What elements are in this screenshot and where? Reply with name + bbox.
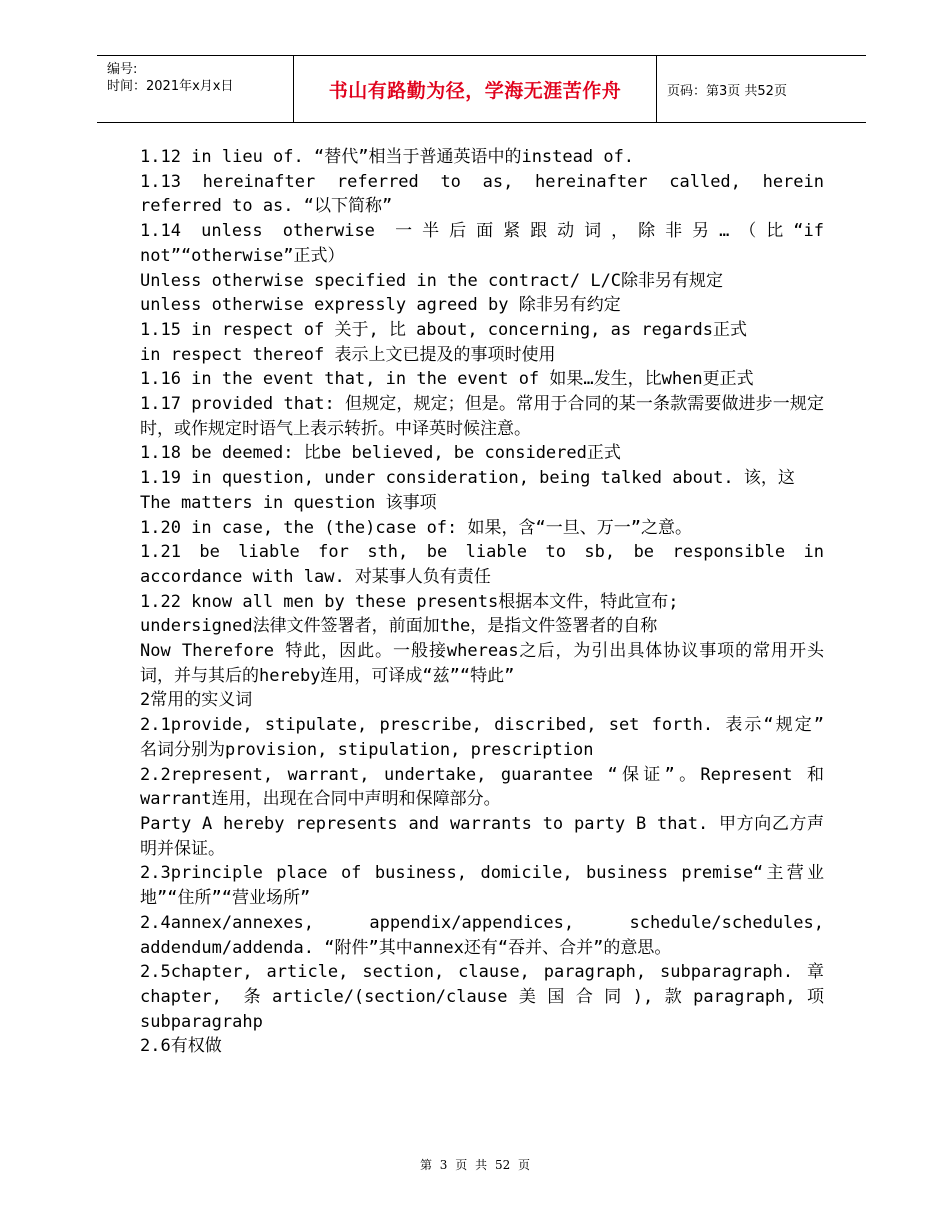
footer-page-number: 3 <box>439 1158 448 1172</box>
body-line: 2.1provide, stipulate, prescribe, discribed, set forth. 表示“规定” 名词分别为provision, stipulation, prescription <box>140 715 824 760</box>
body-line: Party A hereby represents and warrants to party B that. 甲方向乙方声明并保证。 <box>140 813 824 859</box>
document-number-label: 编号: <box>107 62 138 77</box>
body-line: Unless otherwise specified in the contract/ L/C除非另有规定 <box>140 270 724 291</box>
body-line: 1.12 in lieu of. “替代”相当于普通英语中的instead of. <box>140 147 635 167</box>
body-line: unless otherwise expressly agreed by 除非另有约定 <box>140 295 621 316</box>
body-line: 1.22 know all men by these presents根据本文件，特此宣布; <box>140 591 679 612</box>
body-line: 1.15 in respect of 关于, 比 about, concerning, as regards正式 <box>140 319 747 340</box>
footer-total-pages: 52 <box>494 1158 511 1172</box>
body-line: Now Therefore 特此，因此。一般接whereas之后，为引出具体协议事项的常用开头词，并与其后的hereby连用，可译成“兹”“特此” <box>140 641 824 686</box>
body-line: The matters in question 该事项 <box>140 492 437 513</box>
footer-ye2: 页 <box>518 1158 531 1172</box>
body-line: 1.16 in the event that, in the event of 如果…发生，比when更正式 <box>140 369 754 390</box>
footer-gong: 共 <box>475 1158 488 1172</box>
body-line: 1.19 in question, under consideration, being talked about. 该，这 <box>140 468 795 489</box>
body-line: 1.20 in case, the (the)case of: 如果，含“一旦、万一”之意。 <box>140 517 692 538</box>
body-line: in respect thereof 表示上文已提及的事项时使用 <box>140 344 556 365</box>
body-line: 2.6有权做 <box>140 1036 222 1057</box>
footer-ye: 页 <box>455 1158 468 1172</box>
header-page-cell <box>657 56 866 122</box>
page-header <box>97 55 866 123</box>
document-time-label: 时间：2021年x月x日 <box>107 79 234 94</box>
section-heading: 2常用的实义词 <box>140 690 253 711</box>
body-line: 2.4annex/annexes, appendix/appendices, schedule/schedules, addendum/addenda. “附件”其中annex还有“吞并、合并”的意思。 <box>140 912 824 958</box>
document-body <box>140 145 824 1059</box>
footer-di: 第 <box>419 1158 432 1172</box>
body-line: 2.5chapter, article, section, clause, paragraph, subparagraph. 章chapter, 条article/(section/clause美国合同),款paragraph,项subparagrahp <box>140 962 824 1032</box>
header-page-info: 页码：第3页 共52页 <box>667 83 787 99</box>
body-line: 2.2represent, warrant, undertake, guarantee “保证”。Represent 和warrant连用，出现在合同中声明和保障部分。 <box>140 764 824 810</box>
body-line: undersigned法律文件签署者，前面加the，是指文件签署者的自称 <box>140 616 658 637</box>
page-footer <box>0 1156 950 1173</box>
body-line: 1.14 unless otherwise 一半后面紧跟动词，除非另…（比“if not”“otherwise”正式） <box>140 221 824 266</box>
header-motto-cell <box>294 56 657 122</box>
body-line: 1.17 provided that: 但规定，规定；但是。常用于合同的某一条款需要做进步一规定时，或作规定时语气上表示转折。中译英时候注意。 <box>140 394 824 439</box>
body-line: 1.21 be liable for sth, be liable to sb, be responsible in accordance with law. 对某事人负有责任 <box>140 542 824 587</box>
header-motto: 书山有路勤为径，学海无涯苦作舟 <box>328 79 622 102</box>
body-line: 1.13 hereinafter referred to as, hereinafter called, herein referred to as. “以下简称” <box>140 171 824 217</box>
body-line: 2.3principle place of business, domicile, business premise“主营业地”“住所”“营业场所” <box>140 863 824 909</box>
header-meta <box>97 56 294 122</box>
body-line: 1.18 be deemed: 比be believed, be considered正式 <box>140 443 621 464</box>
